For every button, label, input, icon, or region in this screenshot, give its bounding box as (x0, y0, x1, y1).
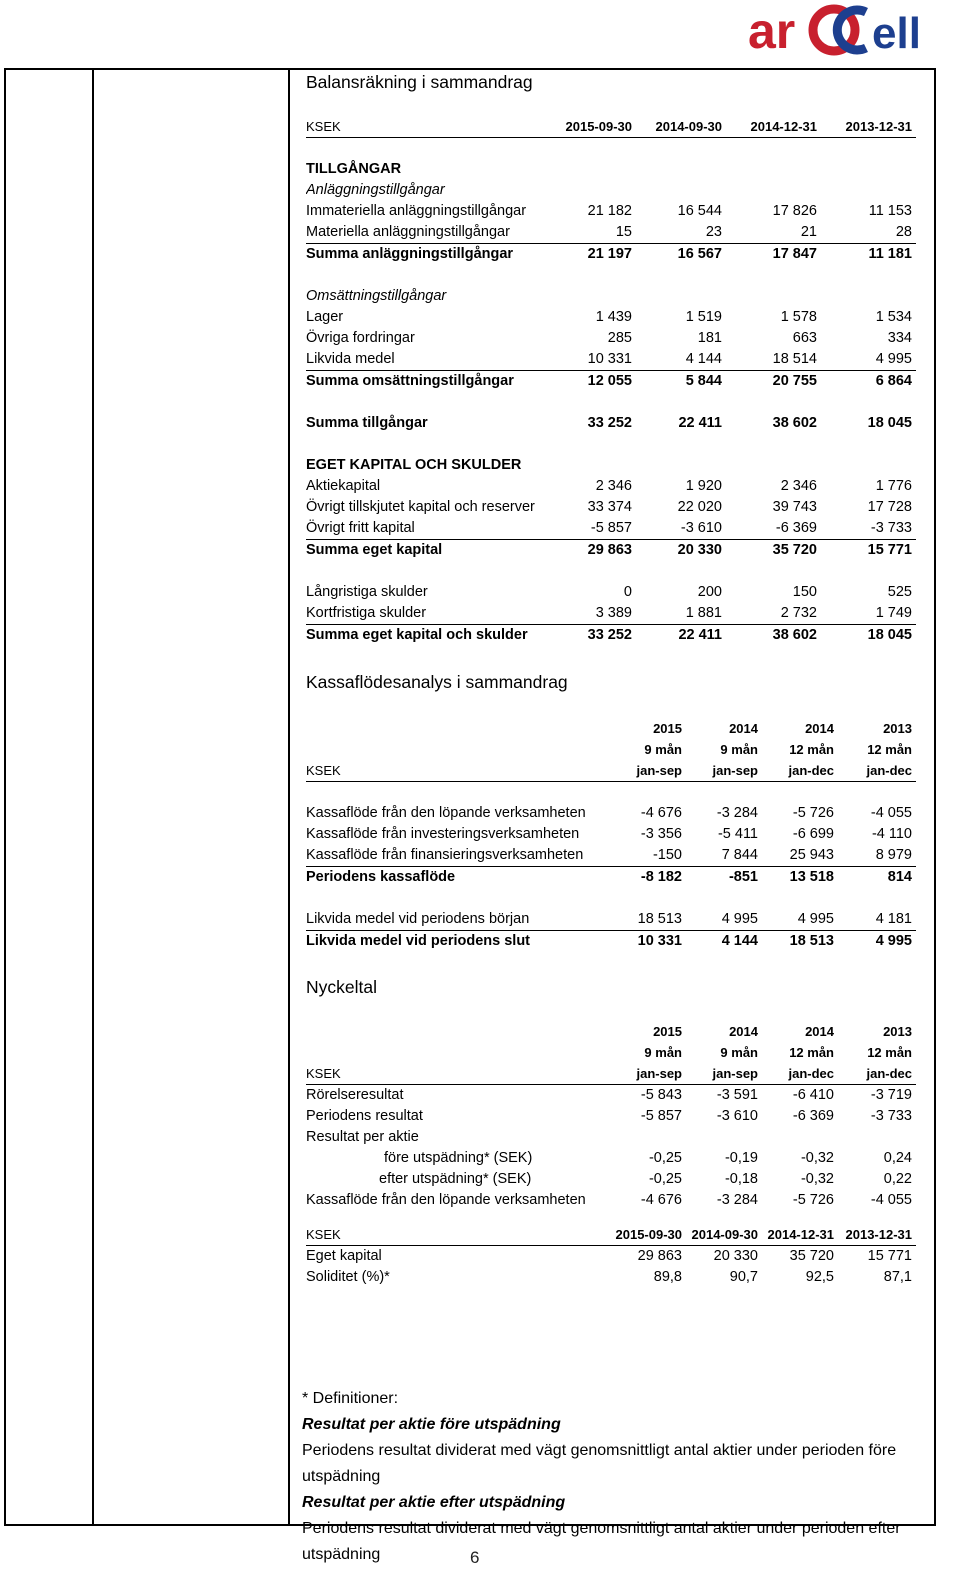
row-value: -0,19 (724, 1150, 758, 1166)
header-label (306, 1021, 604, 1042)
row-value: 6 864 (875, 372, 912, 389)
row-value: 10 331 (637, 932, 682, 949)
row-value (821, 180, 916, 201)
row-value: -3 591 (716, 1087, 758, 1103)
row-value: -3 610 (636, 518, 726, 540)
row-value: -3 356 (640, 825, 682, 842)
row-value: -3 284 (716, 1192, 758, 1208)
row-value: 0,22 (883, 1171, 912, 1187)
row-value: 4 144 (636, 349, 726, 371)
row-value: 21 (726, 222, 821, 244)
equity-header-col: 2013-12-31 (838, 1224, 916, 1246)
row-label: Övrigt fritt kapital (306, 518, 541, 540)
table-row (306, 243, 916, 265)
row-value: -150 (604, 845, 686, 867)
row-value: 0,24 (883, 1150, 912, 1166)
row-label: Summa eget kapital (306, 541, 443, 558)
row-label: Kassaflöde från den löpande verksamheten (306, 1192, 586, 1208)
table-row (306, 159, 916, 180)
row-value: 1 534 (875, 308, 912, 325)
row-value: 18 045 (867, 626, 912, 643)
spacer-row (306, 782, 916, 803)
row-label: Summa eget kapital och skulder (306, 626, 528, 643)
row-value: 7 844 (686, 845, 762, 867)
row-value (541, 159, 636, 180)
header-label (306, 739, 604, 760)
row-value (541, 286, 636, 307)
header-col: jan-dec (838, 1063, 916, 1085)
row-value: -5 411 (717, 825, 758, 842)
header-col: 2015 (653, 721, 682, 736)
row-value: -4 055 (870, 1192, 912, 1208)
definition-text: Periodens resultat dividerat med vägt genomsnittligt antal aktier under perioden efter utspädning (302, 1520, 901, 1563)
row-value: -5 857 (640, 1108, 682, 1124)
row-value: -0,18 (724, 1171, 758, 1187)
row-value: 22 020 (677, 498, 722, 515)
row-label: Eget kapital (306, 1248, 382, 1264)
row-label: Kortfristiga skulder (306, 603, 541, 625)
row-value (821, 159, 916, 180)
row-label: Anläggningstillgångar (306, 181, 445, 198)
header-col: jan-dec (838, 760, 916, 782)
row-value (726, 180, 821, 201)
row-value: 18 514 (726, 349, 821, 371)
header-row (306, 1021, 916, 1042)
row-value: -5 843 (640, 1087, 682, 1103)
header-col: 12 mån (867, 742, 912, 757)
table-row (306, 845, 916, 867)
row-value: 16 567 (677, 245, 722, 262)
row-value: 150 (792, 583, 817, 600)
row-value: 200 (697, 583, 722, 600)
header-col: 9 mån (720, 1045, 758, 1060)
row-value: 25 943 (762, 845, 838, 867)
table-row (306, 1127, 916, 1148)
header-col: 2014 (729, 721, 758, 736)
row-label: Likvida medel (306, 349, 541, 371)
table-row (306, 476, 916, 497)
row-value: 814 (887, 868, 912, 885)
row-value: 1 920 (685, 477, 722, 494)
table-row (306, 180, 916, 201)
definition-title: Resultat per aktie efter utspädning (302, 1494, 566, 1511)
row-value: 4 995 (875, 932, 912, 949)
header-col: jan-dec (762, 760, 838, 782)
table-row (306, 222, 916, 244)
table-row (306, 413, 916, 434)
row-label: Resultat per aktie (306, 1129, 419, 1145)
row-value: -5 726 (792, 804, 834, 821)
row-value: 87,1 (883, 1269, 912, 1285)
row-value: 38 602 (772, 626, 817, 643)
row-value (838, 1127, 916, 1148)
row-value: 15 771 (867, 1248, 912, 1264)
keyfigures-title: Nyckeltal (306, 977, 377, 997)
row-value: 39 743 (772, 498, 817, 515)
table-row (306, 497, 916, 518)
row-value (636, 159, 726, 180)
row-value: 11 153 (868, 202, 912, 219)
row-label: Rörelseresultat (306, 1087, 404, 1103)
row-value (541, 180, 636, 201)
table-row (306, 866, 916, 888)
header-col: 2014 (729, 1024, 758, 1039)
row-value (726, 159, 821, 180)
table-row (306, 539, 916, 561)
row-value: 89,8 (653, 1269, 682, 1285)
row-value: 2 732 (726, 603, 821, 625)
keyfigures-equity-table (306, 1224, 916, 1288)
header-col: 9 mån (644, 1045, 682, 1060)
table-row (306, 455, 916, 476)
row-label: Lager (306, 308, 344, 325)
row-value: -0,25 (648, 1171, 682, 1187)
header-label (306, 1042, 604, 1063)
row-value: -0,32 (800, 1150, 834, 1166)
row-value: -4 110 (871, 825, 912, 842)
table-row (306, 370, 916, 392)
spacer-row (306, 265, 916, 286)
row-value: 20 330 (713, 1248, 758, 1264)
row-value: 4 144 (721, 932, 758, 949)
row-value: -3 284 (716, 804, 758, 821)
header-col: 12 mån (789, 1045, 834, 1060)
arocell-logo (748, 0, 952, 60)
row-value: 0 (623, 583, 632, 600)
header-col: jan-sep (604, 760, 686, 782)
header-col: jan-dec (762, 1063, 838, 1085)
row-value: 29 863 (587, 541, 632, 558)
table-row (306, 930, 916, 952)
row-value (821, 286, 916, 307)
balance-header-row (306, 116, 916, 138)
row-label: Materiella anläggningstillgångar (306, 222, 541, 244)
frame-divider-right (288, 70, 290, 1524)
row-value: 33 252 (587, 626, 632, 643)
row-value: -0,25 (648, 1150, 682, 1166)
row-value: 525 (887, 583, 912, 600)
row-value: 21 182 (587, 202, 632, 219)
row-value: -4 055 (870, 804, 912, 821)
row-label: efter utspädning* (SEK) (379, 1171, 532, 1187)
table-row (306, 603, 916, 625)
logo-text-right: ell (872, 9, 921, 58)
row-label: Kassaflöde från finansieringsverksamheten (306, 845, 604, 867)
row-value: 16 544 (677, 202, 722, 219)
row-value: 181 (697, 329, 722, 346)
equity-header-label: KSEK (306, 1224, 604, 1246)
row-label: Omsättningstillgångar (306, 287, 447, 304)
row-value: 4 995 (821, 349, 916, 371)
row-value: -6 699 (792, 825, 834, 842)
row-value: 20 755 (772, 372, 817, 389)
row-label: Kassaflöde från investeringsverksamheten (306, 825, 580, 842)
spacer-row (306, 888, 916, 909)
header-col: 12 mån (789, 742, 834, 757)
table-row (306, 824, 916, 845)
spacer-row (306, 138, 916, 159)
row-label: Likvida medel vid periodens början (306, 909, 604, 931)
row-label: Långristiga skulder (306, 583, 428, 600)
row-value: -6 410 (792, 1087, 834, 1103)
row-value: 285 (607, 329, 632, 346)
spacer-row (306, 434, 916, 455)
logo-text-left: ar (748, 3, 796, 59)
row-value (541, 455, 636, 476)
row-value: 23 (636, 222, 726, 244)
table-row (306, 909, 916, 931)
row-value: 5 844 (685, 372, 722, 389)
header-col: jan-sep (604, 1063, 686, 1085)
row-value: -8 182 (640, 868, 682, 885)
row-value: 1 749 (821, 603, 916, 625)
row-value: -6 369 (726, 518, 821, 540)
row-value: 2 346 (595, 477, 632, 494)
row-value: 35 720 (789, 1248, 834, 1264)
table-row (306, 1246, 916, 1268)
balance-header-col: 2014-12-31 (726, 116, 821, 138)
equity-header-col: 2015-09-30 (604, 1224, 686, 1246)
row-value: 15 (541, 222, 636, 244)
row-value (762, 1127, 838, 1148)
row-value: 1 439 (595, 308, 632, 325)
row-label: Övrigt tillskjutet kapital och reserver (306, 498, 535, 515)
row-value: 1 578 (780, 308, 817, 325)
table-row (306, 201, 916, 222)
balance-header-col: 2013-12-31 (821, 116, 916, 138)
row-value: 4 995 (762, 909, 838, 931)
row-value: 17 826 (772, 202, 817, 219)
row-value: -0,32 (800, 1171, 834, 1187)
row-value: 22 411 (678, 414, 722, 431)
header-row (306, 739, 916, 760)
table-row (306, 349, 916, 371)
row-value: 90,7 (729, 1269, 758, 1285)
balance-table (306, 116, 916, 646)
cashflow-title: Kassaflödesanalys i sammandrag (306, 672, 568, 692)
header-label: KSEK (306, 760, 604, 782)
row-label: Likvida medel vid periodens slut (306, 932, 531, 949)
row-value: -3 610 (716, 1108, 758, 1124)
row-label: Övriga fordringar (306, 329, 415, 346)
header-col: jan-sep (686, 760, 762, 782)
header-col: jan-sep (686, 1063, 762, 1085)
row-value: 13 518 (789, 868, 834, 885)
row-label: Summa tillgångar (306, 414, 428, 431)
table-row (306, 1190, 916, 1211)
spacer-row (306, 392, 916, 413)
equity-header-row (306, 1224, 916, 1246)
header-label: KSEK (306, 1063, 604, 1085)
header-col: 9 mån (720, 742, 758, 757)
table-row (306, 518, 916, 540)
row-value: 1 519 (685, 308, 722, 325)
equity-header-col: 2014-09-30 (686, 1224, 762, 1246)
row-value (636, 286, 726, 307)
row-value: 10 331 (541, 349, 636, 371)
row-value: -4 676 (640, 804, 682, 821)
row-value: -5 857 (541, 518, 636, 540)
row-value: -3 733 (870, 1108, 912, 1124)
header-col: 12 mån (867, 1045, 912, 1060)
equity-header-col: 2014-12-31 (762, 1224, 838, 1246)
row-label: före utspädning* (SEK) (384, 1150, 533, 1166)
table-row (306, 286, 916, 307)
row-label: Aktiekapital (306, 477, 381, 494)
header-row (306, 718, 916, 739)
header-col: 9 mån (644, 742, 682, 757)
row-label: Soliditet (%)* (306, 1269, 390, 1285)
row-value (726, 286, 821, 307)
row-value: 92,5 (805, 1269, 834, 1285)
table-row (306, 1106, 916, 1127)
table-row (306, 624, 916, 646)
spacer-row (306, 561, 916, 582)
row-value: -6 369 (792, 1108, 834, 1124)
row-value: 4 181 (838, 909, 916, 931)
row-label: Periodens kassaflöde (306, 868, 456, 885)
definitions-heading: * Definitioner: (302, 1390, 399, 1407)
row-value: 1 881 (636, 603, 726, 625)
header-row (306, 1042, 916, 1063)
row-value: -5 726 (792, 1192, 834, 1208)
row-value: 18 045 (867, 414, 912, 431)
row-value: 15 771 (867, 541, 912, 558)
table-row (306, 582, 916, 603)
row-value (636, 180, 726, 201)
row-value: 3 389 (541, 603, 636, 625)
row-value (604, 1127, 686, 1148)
row-value: 18 513 (789, 932, 834, 949)
cashflow-table (306, 718, 916, 952)
row-value: 21 197 (587, 245, 632, 262)
row-value: -851 (728, 868, 758, 885)
row-value: -3 733 (821, 518, 916, 540)
row-value: 17 728 (867, 498, 912, 515)
row-value: 20 330 (677, 541, 722, 558)
row-value: 2 346 (780, 477, 817, 494)
row-value (821, 455, 916, 476)
row-value: 38 602 (772, 414, 817, 431)
table-row (306, 1085, 916, 1107)
row-label: Kassaflöde från den löpande verksamheten (306, 804, 586, 821)
row-label: Immateriella anläggningstillgångar (306, 202, 527, 219)
row-label: EGET KAPITAL OCH SKULDER (306, 456, 522, 473)
row-value: 11 181 (868, 245, 912, 262)
row-value: 663 (792, 329, 817, 346)
row-value: 334 (887, 329, 912, 346)
header-col: 2013 (883, 721, 912, 736)
row-value (636, 455, 726, 476)
balance-header-col: 2014-09-30 (636, 116, 726, 138)
row-value: 33 252 (587, 414, 632, 431)
row-value: 18 513 (604, 909, 686, 931)
row-value: 12 055 (587, 372, 632, 389)
row-value (686, 1127, 762, 1148)
row-value (726, 455, 821, 476)
frame-divider-left (92, 70, 94, 1524)
row-label: Summa anläggningstillgångar (306, 245, 514, 262)
table-row (306, 307, 916, 328)
row-value: 33 374 (587, 498, 632, 515)
definition-title: Resultat per aktie före utspädning (302, 1416, 561, 1433)
table-row (306, 328, 916, 349)
row-value: 22 411 (678, 626, 722, 643)
header-label (306, 718, 604, 739)
definition-text: Periodens resultat dividerat med vägt genomsnittligt antal aktier under perioden före utspädning (302, 1442, 897, 1485)
row-label: Periodens resultat (306, 1108, 423, 1124)
definitions (302, 1386, 932, 1568)
row-value: 8 979 (838, 845, 916, 867)
header-row (306, 760, 916, 782)
table-row (306, 1267, 916, 1288)
header-col: 2013 (883, 1024, 912, 1039)
balance-title: Balansräkning i sammandrag (306, 72, 533, 92)
row-label: Summa omsättningstillgångar (306, 372, 514, 389)
table-row (306, 803, 916, 824)
header-row (306, 1063, 916, 1085)
header-col: 2015 (653, 1024, 682, 1039)
keyfigures-table (306, 1021, 916, 1211)
page-number: 6 (470, 1548, 480, 1567)
header-col: 2014 (805, 721, 834, 736)
row-label: TILLGÅNGAR (306, 160, 402, 177)
logo-graphic (748, 0, 952, 60)
row-value: 4 995 (686, 909, 762, 931)
row-value: -3 719 (870, 1087, 912, 1103)
table-row (306, 1148, 916, 1169)
header-col: 2014 (805, 1024, 834, 1039)
row-value: 28 (821, 222, 916, 244)
row-value: 35 720 (772, 541, 817, 558)
table-row (306, 1169, 916, 1190)
row-value: 1 776 (875, 477, 912, 494)
row-value: -4 676 (640, 1192, 682, 1208)
balance-header-col: 2015-09-30 (541, 116, 636, 138)
row-value: 17 847 (772, 245, 817, 262)
row-value: 29 863 (637, 1248, 682, 1264)
balance-header-label: KSEK (306, 116, 541, 138)
